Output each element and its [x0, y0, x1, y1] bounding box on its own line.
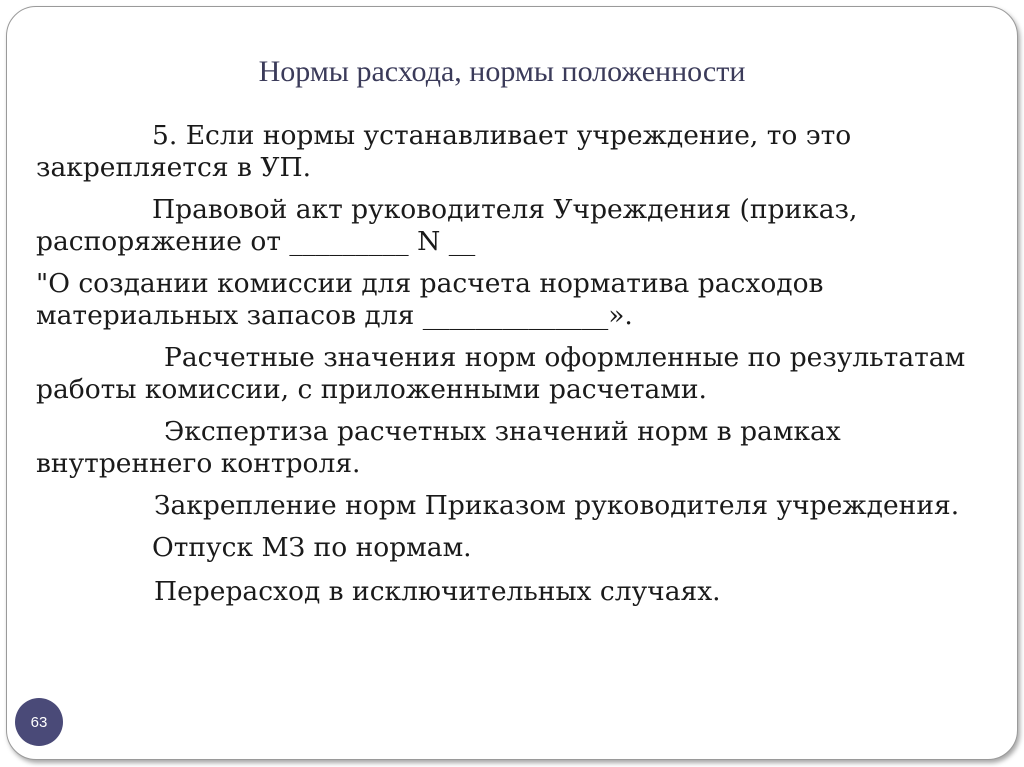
page-number-badge: 63 [15, 698, 63, 746]
slide-title: Нормы расхода, нормы положенности [258, 55, 746, 88]
paragraph-3: "О создании комиссии для расчета норматива расходов материальных запасов для ______________». [36, 268, 824, 331]
paragraph-6: Закрепление норм Приказом руководителя учреждения. [154, 490, 960, 521]
paragraph-8: Перерасход в исключительных случаях. [154, 576, 721, 607]
slide-body [36, 120, 966, 618]
paragraph-7: Отпуск МЗ по нормам. [152, 532, 472, 563]
paragraph-2: Правовой акт руководителя Учреждения (приказ, распоряжение от _________ N __ [36, 194, 858, 257]
paragraph-4: Расчетные значения норм оформленные по результатам работы комиссии, с приложенными расчетами. [36, 342, 966, 405]
slide-frame [6, 6, 1018, 760]
paragraph-1: 5. Если нормы устанавливает учреждение, то это закрепляется в УП. [36, 120, 852, 183]
paragraph-5: Экспертиза расчетных значений норм в рамках внутреннего контроля. [36, 416, 841, 479]
